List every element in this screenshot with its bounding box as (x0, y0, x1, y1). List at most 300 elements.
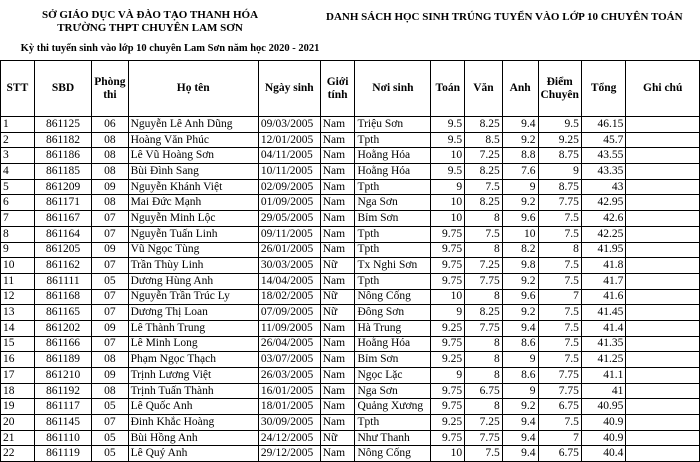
table-row (1, 148, 700, 164)
cell-gender: Nam (320, 399, 355, 415)
cell-math: 9.25 (431, 320, 465, 336)
cell-english: 7.6 (502, 164, 538, 180)
cell-stt: 1 (1, 117, 35, 133)
cell-stt: 3 (1, 148, 35, 164)
col-header-birthplace: Nơi sinh (355, 61, 431, 117)
cell-math: 10 (431, 211, 465, 227)
cell-sbd: 861125 (34, 117, 91, 133)
cell-gender: Nam (320, 320, 355, 336)
list-title: DANH SÁCH HỌC SINH TRÚNG TUYỂN VÀO LỚP 10 CHUYÊN TOÁN (326, 11, 683, 23)
cell-sbd: 861162 (34, 258, 91, 274)
cell-gender: Nữ (320, 289, 355, 305)
cell-total: 45.7 (581, 132, 626, 148)
table-row (1, 226, 700, 242)
cell-specialized: 7.5 (538, 320, 581, 336)
cell-name: Đinh Khắc Hoàng (128, 415, 258, 431)
cell-specialized: 7.5 (538, 336, 581, 352)
cell-stt: 8 (1, 226, 35, 242)
cell-room: 07 (92, 211, 128, 227)
cell-notes (626, 242, 700, 258)
cell-notes (626, 289, 700, 305)
cell-total: 41.25 (581, 352, 626, 368)
cell-specialized: 9.25 (538, 132, 581, 148)
cell-room: 08 (92, 164, 128, 180)
cell-total: 41.1 (581, 368, 626, 384)
cell-literature: 8 (465, 242, 503, 258)
cell-dob: 16/01/2005 (258, 383, 320, 399)
cell-notes (626, 148, 700, 164)
cell-notes (626, 305, 700, 321)
cell-birthplace: Hoằng Hóa (355, 164, 431, 180)
cell-room: 08 (92, 148, 128, 164)
cell-total: 41.6 (581, 289, 626, 305)
cell-stt: 6 (1, 195, 35, 211)
table-row (1, 132, 700, 148)
cell-dob: 26/03/2005 (258, 368, 320, 384)
cell-birthplace: Hoằng Hóa (355, 148, 431, 164)
cell-total: 40.9 (581, 430, 626, 446)
cell-specialized: 6.75 (538, 399, 581, 415)
col-header-notes: Ghi chú (626, 61, 700, 117)
cell-math: 9.75 (431, 226, 465, 242)
table-row (1, 399, 700, 415)
cell-dob: 04/11/2005 (258, 148, 320, 164)
cell-sbd: 861171 (34, 195, 91, 211)
cell-birthplace: Tpth (355, 242, 431, 258)
cell-specialized: 7.5 (538, 226, 581, 242)
cell-total: 43 (581, 179, 626, 195)
cell-stt: 7 (1, 211, 35, 227)
cell-sbd: 861165 (34, 305, 91, 321)
cell-total: 41.8 (581, 258, 626, 274)
cell-room: 07 (92, 226, 128, 242)
cell-total: 42.95 (581, 195, 626, 211)
cell-stt: 9 (1, 242, 35, 258)
cell-literature: 8 (465, 211, 503, 227)
cell-dob: 07/09/2005 (258, 305, 320, 321)
cell-notes (626, 117, 700, 133)
cell-specialized: 7.75 (538, 368, 581, 384)
cell-math: 9 (431, 179, 465, 195)
col-header-total: Tổng (581, 61, 626, 117)
cell-specialized: 8.75 (538, 148, 581, 164)
cell-gender: Nam (320, 336, 355, 352)
cell-literature: 7.75 (465, 273, 503, 289)
cell-math: 9.75 (431, 430, 465, 446)
cell-stt: 4 (1, 164, 35, 180)
exam-title: Kỳ thi tuyển sinh vào lớp 10 chuyên Lam Sơn năm học 2020 - 2021 (20, 43, 320, 54)
cell-name: Trịnh Lương Việt (128, 368, 258, 384)
cell-english: 9.2 (502, 305, 538, 321)
cell-birthplace: Hoằng Hóa (355, 336, 431, 352)
cell-gender: Nam (320, 242, 355, 258)
cell-total: 41.95 (581, 242, 626, 258)
cell-room: 08 (92, 383, 128, 399)
cell-specialized: 7.75 (538, 383, 581, 399)
cell-math: 9.5 (431, 117, 465, 133)
cell-notes (626, 273, 700, 289)
cell-english: 8.6 (502, 336, 538, 352)
cell-literature: 8 (465, 399, 503, 415)
cell-room: 07 (92, 258, 128, 274)
cell-notes (626, 320, 700, 336)
col-header-sbd: SBD (34, 61, 91, 117)
cell-birthplace: Bỉm Sơn (355, 352, 431, 368)
cell-literature: 8 (465, 336, 503, 352)
cell-notes (626, 368, 700, 384)
cell-math: 9.75 (431, 383, 465, 399)
cell-total: 40.9 (581, 415, 626, 431)
cell-notes (626, 399, 700, 415)
cell-specialized: 9 (538, 164, 581, 180)
cell-birthplace: Tpth (355, 415, 431, 431)
cell-dob: 10/11/2005 (258, 164, 320, 180)
cell-birthplace: Nông Cống (355, 289, 431, 305)
cell-name: Bùi Đình Sang (128, 164, 258, 180)
cell-math: 9.75 (431, 242, 465, 258)
cell-dob: 01/09/2005 (258, 195, 320, 211)
cell-gender: Nam (320, 415, 355, 431)
cell-english: 8.6 (502, 368, 538, 384)
cell-room: 09 (92, 242, 128, 258)
cell-math: 10 (431, 195, 465, 211)
cell-dob: 09/11/2005 (258, 226, 320, 242)
cell-name: Lê Quốc Anh (128, 399, 258, 415)
cell-literature: 7.5 (465, 226, 503, 242)
cell-gender: Nam (320, 148, 355, 164)
cell-math: 9 (431, 368, 465, 384)
cell-room: 05 (92, 399, 128, 415)
table-row (1, 352, 700, 368)
cell-dob: 29/12/2005 (258, 446, 320, 462)
cell-english: 9.6 (502, 289, 538, 305)
cell-room: 07 (92, 289, 128, 305)
cell-math: 9.75 (431, 336, 465, 352)
cell-gender: Nam (320, 273, 355, 289)
table-row (1, 211, 700, 227)
table-row (1, 383, 700, 399)
cell-math: 9.75 (431, 399, 465, 415)
table-row (1, 289, 700, 305)
cell-name: Trịnh Tuấn Thành (128, 383, 258, 399)
table-row (1, 446, 700, 462)
cell-specialized: 7 (538, 430, 581, 446)
cell-specialized: 6.75 (538, 446, 581, 462)
cell-name: Lê Thành Trung (128, 320, 258, 336)
cell-gender: Nam (320, 211, 355, 227)
table-row (1, 195, 700, 211)
col-header-english: Anh (502, 61, 538, 117)
cell-specialized: 7.5 (538, 415, 581, 431)
cell-total: 41.35 (581, 336, 626, 352)
cell-math: 10 (431, 446, 465, 462)
cell-birthplace: Tpth (355, 179, 431, 195)
cell-dob: 02/09/2005 (258, 179, 320, 195)
cell-notes (626, 336, 700, 352)
cell-specialized: 8 (538, 242, 581, 258)
cell-english: 10 (502, 226, 538, 242)
cell-name: Lê Quý Anh (128, 446, 258, 462)
cell-sbd: 861189 (34, 352, 91, 368)
cell-stt: 15 (1, 336, 35, 352)
cell-specialized: 7.5 (538, 258, 581, 274)
cell-name: Lê Minh Long (128, 336, 258, 352)
cell-total: 42.25 (581, 226, 626, 242)
cell-birthplace: Nông Cống (355, 446, 431, 462)
cell-name: Lê Vũ Hoàng Sơn (128, 148, 258, 164)
cell-specialized: 9.5 (538, 117, 581, 133)
cell-literature: 7.75 (465, 430, 503, 446)
cell-birthplace: Quảng Xương (355, 399, 431, 415)
cell-dob: 18/02/2005 (258, 289, 320, 305)
cell-room: 07 (92, 415, 128, 431)
cell-total: 41.7 (581, 273, 626, 289)
cell-birthplace: Tpth (355, 226, 431, 242)
cell-birthplace: Như Thanh (355, 430, 431, 446)
cell-room: 05 (92, 430, 128, 446)
cell-room: 07 (92, 305, 128, 321)
cell-notes (626, 164, 700, 180)
cell-sbd: 861111 (34, 273, 91, 289)
cell-gender: Nữ (320, 430, 355, 446)
cell-sbd: 861145 (34, 415, 91, 431)
cell-english: 9.2 (502, 195, 538, 211)
table-row (1, 320, 700, 336)
cell-literature: 8.25 (465, 305, 503, 321)
cell-dob: 11/09/2005 (258, 320, 320, 336)
cell-stt: 16 (1, 352, 35, 368)
cell-notes (626, 226, 700, 242)
cell-room: 08 (92, 352, 128, 368)
cell-total: 41.4 (581, 320, 626, 336)
cell-literature: 8.25 (465, 117, 503, 133)
cell-dob: 24/12/2005 (258, 430, 320, 446)
table-row (1, 415, 700, 431)
cell-math: 9.75 (431, 273, 465, 289)
cell-sbd: 861210 (34, 368, 91, 384)
cell-total: 43.35 (581, 164, 626, 180)
cell-birthplace: Bỉm Sơn (355, 211, 431, 227)
cell-gender: Nam (320, 132, 355, 148)
cell-sbd: 861117 (34, 399, 91, 415)
cell-stt: 19 (1, 399, 35, 415)
cell-math: 9.25 (431, 352, 465, 368)
cell-birthplace: Hà Trung (355, 320, 431, 336)
cell-math: 10 (431, 148, 465, 164)
cell-dob: 09/03/2005 (258, 117, 320, 133)
cell-total: 40.4 (581, 446, 626, 462)
cell-literature: 7.25 (465, 148, 503, 164)
cell-gender: Nam (320, 383, 355, 399)
cell-stt: 11 (1, 273, 35, 289)
cell-room: 08 (92, 132, 128, 148)
col-header-literature: Văn (465, 61, 503, 117)
cell-notes (626, 352, 700, 368)
cell-literature: 7.75 (465, 320, 503, 336)
cell-gender: Nữ (320, 305, 355, 321)
table-row (1, 368, 700, 384)
cell-total: 43.55 (581, 148, 626, 164)
cell-notes (626, 446, 700, 462)
cell-name: Mai Đức Mạnh (128, 195, 258, 211)
cell-sbd: 861186 (34, 148, 91, 164)
cell-name: Bùi Hồng Anh (128, 430, 258, 446)
table-row (1, 242, 700, 258)
cell-literature: 8 (465, 289, 503, 305)
cell-notes (626, 195, 700, 211)
cell-dob: 26/04/2005 (258, 336, 320, 352)
cell-gender: Nam (320, 368, 355, 384)
cell-literature: 8 (465, 352, 503, 368)
school-title: TRƯỜNG THPT CHUYÊN LAM SƠN (57, 22, 243, 34)
cell-dob: 26/01/2005 (258, 242, 320, 258)
cell-dob: 12/01/2005 (258, 132, 320, 148)
cell-literature: 7.25 (465, 415, 503, 431)
table-row (1, 117, 700, 133)
col-header-stt: STT (1, 61, 35, 117)
cell-sbd: 861119 (34, 446, 91, 462)
cell-math: 10 (431, 289, 465, 305)
cell-math: 9.75 (431, 258, 465, 274)
cell-gender: Nam (320, 195, 355, 211)
cell-gender: Nam (320, 179, 355, 195)
cell-dob: 29/05/2005 (258, 211, 320, 227)
cell-stt: 22 (1, 446, 35, 462)
cell-total: 40.95 (581, 399, 626, 415)
cell-notes (626, 430, 700, 446)
cell-english: 9.2 (502, 132, 538, 148)
cell-specialized: 7.5 (538, 211, 581, 227)
cell-gender: Nam (320, 446, 355, 462)
cell-room: 05 (92, 446, 128, 462)
cell-literature: 7.25 (465, 258, 503, 274)
cell-english: 9.4 (502, 320, 538, 336)
cell-room: 09 (92, 320, 128, 336)
cell-name: Phạm Ngọc Thạch (128, 352, 258, 368)
table-row (1, 430, 700, 446)
cell-room: 06 (92, 117, 128, 133)
cell-english: 9 (502, 352, 538, 368)
cell-sbd: 861166 (34, 336, 91, 352)
cell-birthplace: Tpth (355, 273, 431, 289)
cell-stt: 10 (1, 258, 35, 274)
cell-birthplace: Nga Sơn (355, 383, 431, 399)
cell-notes (626, 132, 700, 148)
cell-english: 9.2 (502, 399, 538, 415)
cell-gender: Nam (320, 164, 355, 180)
cell-english: 8.2 (502, 242, 538, 258)
cell-stt: 5 (1, 179, 35, 195)
table-row (1, 273, 700, 289)
cell-specialized: 7.75 (538, 195, 581, 211)
cell-stt: 17 (1, 368, 35, 384)
col-header-dob: Ngày sinh (258, 61, 320, 117)
table-row (1, 305, 700, 321)
header-row (1, 61, 700, 117)
cell-literature: 6.75 (465, 383, 503, 399)
cell-literature: 8.25 (465, 164, 503, 180)
results-table (0, 60, 700, 462)
cell-room: 07 (92, 336, 128, 352)
cell-english: 9.8 (502, 258, 538, 274)
cell-english: 9.4 (502, 430, 538, 446)
cell-birthplace: Tpth (355, 132, 431, 148)
cell-birthplace: Nga Sơn (355, 195, 431, 211)
cell-name: Trần Thùy Linh (128, 258, 258, 274)
cell-english: 9.4 (502, 117, 538, 133)
cell-dob: 30/03/2005 (258, 258, 320, 274)
table-row (1, 258, 700, 274)
cell-specialized: 7.5 (538, 273, 581, 289)
cell-literature: 8 (465, 368, 503, 384)
cell-english: 8.8 (502, 148, 538, 164)
cell-notes (626, 258, 700, 274)
cell-birthplace: Tx Nghi Sơn (355, 258, 431, 274)
cell-name: Hoàng Văn Phúc (128, 132, 258, 148)
cell-name: Nguyễn Tuấn Linh (128, 226, 258, 242)
cell-english: 9.4 (502, 446, 538, 462)
cell-name: Nguyễn Lê Anh Dũng (128, 117, 258, 133)
cell-sbd: 861167 (34, 211, 91, 227)
cell-english: 9.2 (502, 273, 538, 289)
cell-notes (626, 211, 700, 227)
cell-sbd: 861168 (34, 289, 91, 305)
cell-total: 46.15 (581, 117, 626, 133)
cell-sbd: 861202 (34, 320, 91, 336)
cell-name: Nguyễn Trần Trúc Ly (128, 289, 258, 305)
cell-specialized: 7.5 (538, 352, 581, 368)
cell-math: 9 (431, 305, 465, 321)
cell-math: 9.5 (431, 132, 465, 148)
table-row (1, 164, 700, 180)
cell-stt: 18 (1, 383, 35, 399)
cell-dob: 03/07/2005 (258, 352, 320, 368)
cell-specialized: 7 (538, 289, 581, 305)
cell-math: 9.5 (431, 164, 465, 180)
cell-name: Dương Hùng Anh (128, 273, 258, 289)
table-row (1, 179, 700, 195)
cell-sbd: 861209 (34, 179, 91, 195)
cell-notes (626, 179, 700, 195)
col-header-name: Họ tên (128, 61, 258, 117)
cell-sbd: 861182 (34, 132, 91, 148)
cell-stt: 21 (1, 430, 35, 446)
cell-birthplace: Ngọc Lặc (355, 368, 431, 384)
cell-room: 09 (92, 368, 128, 384)
cell-gender: Nam (320, 352, 355, 368)
cell-name: Dương Thị Loan (128, 305, 258, 321)
department-title: SỞ GIÁO DỤC VÀ ĐÀO TẠO THANH HÓA (41, 9, 259, 21)
cell-literature: 8.5 (465, 132, 503, 148)
col-header-gender: Giới tính (320, 61, 355, 117)
cell-name: Nguyễn Khánh Việt (128, 179, 258, 195)
cell-sbd: 861110 (34, 430, 91, 446)
cell-total: 41 (581, 383, 626, 399)
cell-dob: 18/01/2005 (258, 399, 320, 415)
cell-notes (626, 415, 700, 431)
cell-name: Nguyễn Minh Lộc (128, 211, 258, 227)
cell-dob: 14/04/2005 (258, 273, 320, 289)
cell-english: 9.4 (502, 415, 538, 431)
cell-stt: 13 (1, 305, 35, 321)
cell-stt: 14 (1, 320, 35, 336)
col-header-math: Toán (431, 61, 465, 117)
cell-gender: Nam (320, 117, 355, 133)
cell-english: 9 (502, 383, 538, 399)
cell-room: 05 (92, 273, 128, 289)
cell-literature: 7.5 (465, 179, 503, 195)
cell-room: 09 (92, 179, 128, 195)
